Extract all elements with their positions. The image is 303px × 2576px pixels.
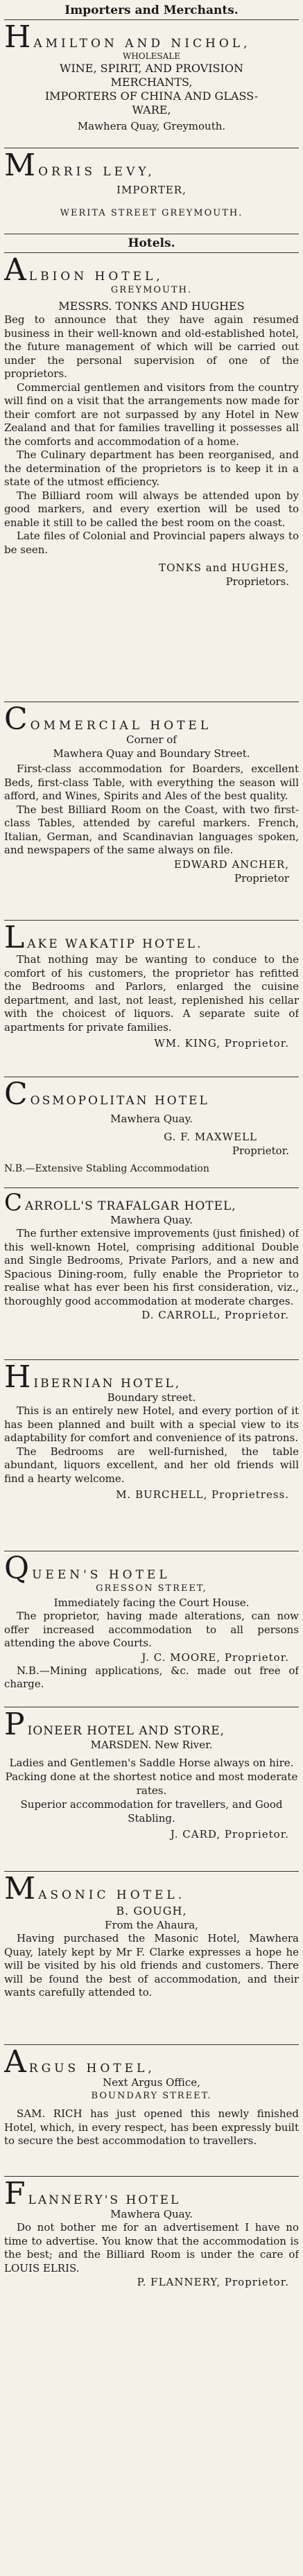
drop-cap: C — [4, 702, 28, 737]
ad-argus-hotel — [4, 2045, 299, 2177]
drop-cap: C — [4, 1189, 23, 1217]
drop-cap: L — [4, 921, 25, 955]
section-heading-hotels: Hotels. — [4, 234, 299, 253]
ad-signature-role: Proprietors. — [225, 575, 289, 588]
section-heading-importers: Importers and Merchants. — [4, 0, 299, 20]
ad-title — [4, 1189, 299, 1217]
ad-paragraph: Having purchased the Masonic Hotel, Mawhera Quay, lately kept by Mr F. Clarke expresses a hope he will be visited by his old friends and customers. There will be found the best of accommodation, and their wants carefully attended to. — [4, 1932, 299, 1999]
ad-signature: G. F. MAXWELL — [164, 1131, 257, 1143]
ad-commercial-hotel — [4, 702, 299, 921]
ad-paragraph: The best Billiard Room on the Coast, with two first-class Tables, attended by careful markers. French, Italian, German, and Scandinavian languages spoken, and newspapers of the same always on file. — [4, 803, 299, 856]
ad-hamilton-nichol — [4, 20, 299, 148]
ad-title — [4, 921, 299, 955]
ad-morris-levy — [4, 148, 299, 234]
ad-line: Superior accommodation for travellers, and Good Stabling. — [20, 1798, 283, 1825]
ad-albion-hotel — [4, 253, 299, 702]
ad-title-text: AKE WAKATIP HOTEL. — [27, 937, 203, 951]
ad-line: Mawhera Quay. — [110, 1214, 193, 1226]
ad-pioneer-hotel — [4, 1707, 299, 1872]
ad-line: IMPORTER, — [116, 184, 187, 196]
ad-title — [4, 1707, 299, 1742]
ad-line: Mawhera Quay. — [110, 2208, 193, 2220]
ad-paragraph: Commercial gentlemen and visitors from the country will find on a visit that the arrangements now made for their comfort are not surpassed by any Hotel in New Zealand and that for families travelling it possesses all the comforts and accommodation of a home. — [4, 381, 299, 448]
ad-signature: J. CARD, Proprietor. — [170, 1828, 289, 1840]
ad-paragraph: The Billiard room will always be attended upon by good markers, and every exertion will be used to enable it still to be called the best room on the coast. — [4, 489, 299, 529]
ad-line: Mawhera Quay. — [110, 1113, 193, 1125]
ad-title — [4, 702, 299, 737]
ad-title — [4, 148, 299, 183]
ad-address: Mawhera Quay, Greymouth. — [77, 120, 226, 132]
ad-title-text: OSMOPOLITAN HOTEL — [30, 1094, 209, 1108]
ad-signature-role: Proprietor — [234, 871, 289, 885]
drop-cap: H — [4, 20, 31, 55]
ad-line: GREYMOUTH. — [110, 285, 193, 295]
drop-cap: A — [4, 253, 26, 288]
ad-line: BOUNDARY STREET. — [91, 2091, 212, 2101]
drop-cap: C — [4, 1077, 28, 1112]
ad-title — [4, 1077, 299, 1112]
ad-line: Corner of — [126, 733, 177, 746]
ad-title — [4, 1872, 299, 1906]
ad-title — [4, 1360, 299, 1395]
ad-signature: EDWARD ANCHER, — [173, 858, 289, 871]
ad-paragraph: Do not bother me for an advertisement I have no time to advertise. You know that the accommodation is the best; and the Billiard Room is under the care of LOUIS ELRIS. — [4, 2221, 299, 2274]
ad-flannerys-hotel — [4, 2177, 299, 2322]
ad-line: WINE, SPIRIT, AND PROVISION — [60, 62, 243, 75]
ad-paragraph: SAM. RICH has just opened this newly finished Hotel, which, in every respect, has been expressly built to secure the best accommodation to travellers. — [4, 2107, 299, 2147]
ad-line: Packing done at the shortest notice and most moderate rates. — [5, 1770, 298, 1797]
ad-line: IMPORTERS OF CHINA AND GLASS- — [44, 89, 259, 103]
drop-cap: P — [4, 1707, 25, 1742]
ad-line: Mawhera Quay and Boundary Street. — [53, 747, 250, 760]
ad-paragraph: Late files of Colonial and Provincial papers always to be seen. — [4, 530, 299, 556]
ad-line: MERCHANTS, — [110, 76, 193, 89]
ad-carrolls-trafalgar-hotel — [4, 1188, 299, 1360]
ad-title — [4, 2045, 299, 2080]
ad-line: Boundary street. — [107, 1391, 196, 1404]
ad-paragraph: First-class accommodation for Boarders, excellent Beds, first-class Table, with everything the season will afford, and Wines, Spirits and Ales of the best quality. — [4, 763, 299, 802]
ad-title-text: LANNERY'S HOTEL — [28, 2193, 181, 2207]
ad-lake-wakatip-hotel — [4, 921, 299, 1077]
ad-line: WHOLESALE — [123, 51, 180, 61]
ad-line: Ladies and Gentlemen's Saddle Horse always on hire. — [9, 1757, 294, 1769]
ad-title — [4, 20, 299, 55]
ad-title-text: AMILTON AND NICHOL, — [33, 37, 251, 51]
ad-signature: P. FLANNERY, Proprietor. — [137, 2276, 289, 2288]
ad-paragraph: The further extensive improvements (just finished) of this well-known Hotel, comprising additional Double and Single Bedrooms, Private Parlors, and a new and Spacious Dining-room, fully enable the Proprietor to realise what has ever been his first consideration, viz., thoroughly good accommodation at moderate charges. — [4, 1227, 299, 1307]
ad-title-text: ARROLL'S TRAFALGAR HOTEL, — [25, 1199, 236, 1213]
ad-line: B. GOUGH, — [116, 1904, 187, 1917]
ad-address: WERITA STREET GREYMOUTH. — [60, 208, 243, 218]
ad-line: From the Ahaura, — [105, 1919, 198, 1931]
ad-title — [4, 253, 299, 288]
ad-title — [4, 2177, 299, 2211]
ad-paragraph: That nothing may be wanting to conduce to the comfort of his customers, the proprietor has refitted the Bedrooms and Parlors, enlarged the cuisine department, and last, not least, replenished his cellar with the choicest of liquors. A separate suite of apartments for private families. — [4, 953, 299, 1034]
ad-line: Immediately facing the Court House. — [53, 1596, 250, 1609]
ad-title-text: IBERNIAN HOTEL, — [33, 1377, 182, 1391]
ad-line: MARSDEN. New River. — [90, 1739, 213, 1751]
ad-title-text: IONEER HOTEL AND STORE, — [27, 1724, 225, 1738]
ad-paragraph: This is an entirely new Hotel, and every portion of it has been planned and built with a special view to its adaptability for comfort and convenience of its patrons. — [4, 1404, 299, 1444]
ad-title — [4, 1551, 299, 1586]
ad-signature-role: Proprietor. — [232, 1145, 289, 1157]
ad-masonic-hotel — [4, 1872, 299, 2045]
ad-title-text: ASONIC HOTEL. — [38, 1888, 186, 1902]
drop-cap: H — [4, 1360, 31, 1395]
ad-line: Next Argus Office, — [103, 2076, 200, 2089]
ad-title-text: UEEN'S HOTEL — [32, 1568, 171, 1582]
ad-title-text: RGUS HOTEL, — [28, 2062, 155, 2075]
ad-hibernian-hotel — [4, 1360, 299, 1551]
drop-cap: Q — [4, 1551, 30, 1586]
ad-title-text: OMMERCIAL HOTEL — [30, 719, 212, 733]
drop-cap: A — [4, 2045, 26, 2080]
ad-line: WARE, — [132, 103, 171, 116]
ad-title-text: ORRIS LEVY, — [38, 165, 155, 179]
ad-line: MESSRS. TONKS AND HUGHES — [58, 299, 245, 313]
drop-cap: F — [4, 2177, 26, 2211]
ad-paragraph: The Culinary department has been reorganised, and the determination of the proprietors is to keep it in a state of the utmost efficiency. — [4, 449, 299, 488]
ad-paragraph: The Bedrooms are well-furnished, the table abundant, liquors excellent, and her old friends will find a hearty welcome. — [4, 1445, 299, 1485]
ad-cosmopolitan-hotel — [4, 1077, 299, 1188]
ad-line: GRESSON STREET, — [96, 1583, 207, 1594]
ad-signature: TONKS and HUGHES, — [159, 562, 289, 574]
ad-signature: M. BURCHELL, Proprietress. — [116, 1488, 289, 1501]
ad-paragraph: The proprietor, having made alterations, can now offer increased accommodation to all persons attending the above Courts. — [4, 1610, 299, 1649]
ad-paragraph: Beg to announce that they have again resumed business in their well-known and old-established hotel, the future management of which will be carried out under the personal supervision of one of the proprietors. — [4, 313, 299, 380]
ad-signature: WM. KING, Proprietor. — [154, 1037, 289, 1050]
ad-note: N.B.—Mining applications, &c. made out free of charge. — [4, 1664, 299, 1690]
ad-signature: J. C. MOORE, Proprietor. — [141, 1651, 289, 1664]
drop-cap: M — [4, 1872, 36, 1906]
ad-title-text: LBION HOTEL, — [28, 270, 164, 284]
ad-signature: D. CARROLL, Proprietor. — [141, 1309, 289, 1321]
drop-cap: M — [4, 148, 36, 183]
ad-queens-hotel — [4, 1551, 299, 1707]
ad-note: N.B.—Extensive Stabling Accommodation — [4, 1163, 209, 1174]
